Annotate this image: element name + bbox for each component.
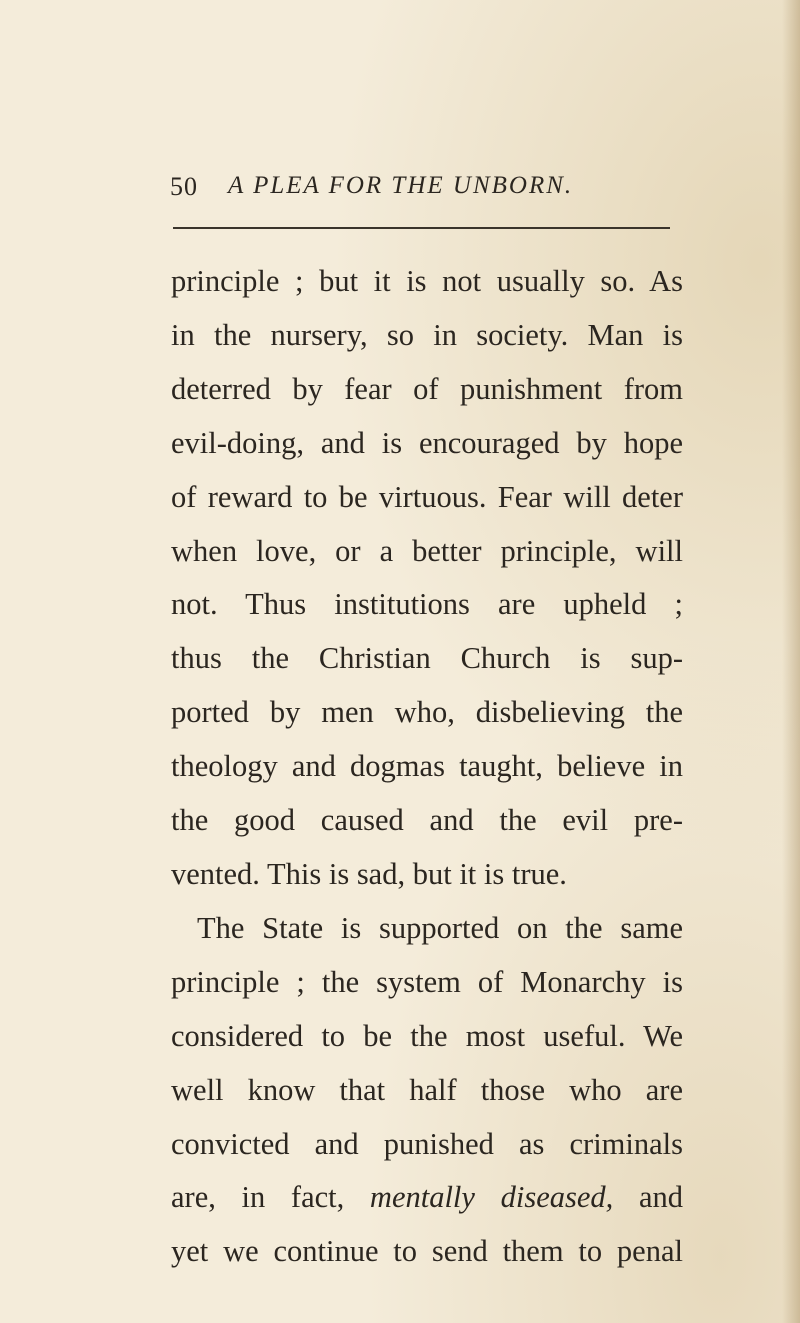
text-line: considered to be the most useful. We: [171, 1018, 683, 1053]
text-line: principle ; but it is not usually so. As: [171, 264, 683, 298]
text-line: yet we continue to send them to penal: [171, 1234, 683, 1269]
running-title: A PLEA FOR THE UNBORN.: [228, 172, 574, 199]
italic-phrase: mentally diseased,: [369, 1180, 614, 1215]
text-segment: are, in fact,: [171, 1180, 370, 1215]
header-rule: [173, 227, 670, 229]
text-line: of reward to be virtuous. Fear will deter: [171, 479, 683, 514]
text-line: thus the Christian Church is sup-: [171, 641, 683, 676]
text-line: evil-doing, and is encouraged by hope: [171, 425, 683, 460]
text-line: in the nursery, so in society. Man is: [171, 317, 683, 352]
text-line: when love, or a better principle, will: [171, 533, 683, 568]
paragraph-first-line: The State is supported on the same: [197, 910, 683, 945]
text-line-with-italic: [171, 1171, 683, 1225]
page-edge-shadow: [782, 0, 800, 1323]
text-line: the good caused and the evil pre-: [171, 803, 683, 838]
text-line: convicted and punished as criminals: [171, 1126, 683, 1161]
text-line: not. Thus institutions are upheld ;: [171, 587, 683, 622]
text-line: ported by men who, disbelieving the: [171, 695, 683, 730]
page-number: 50: [170, 172, 198, 201]
text-line: deterred by fear of punishment from: [171, 371, 683, 406]
text-line: vented. This is sad, but it is true.: [171, 856, 567, 891]
text-line: theology and dogmas taught, believe in: [171, 749, 683, 784]
text-segment: and: [613, 1180, 683, 1215]
body-text: [171, 255, 691, 1279]
text-line: well know that half those who are: [171, 1072, 683, 1107]
text-line: principle ; the system of Monarchy is: [171, 964, 683, 999]
running-head: [170, 172, 670, 208]
